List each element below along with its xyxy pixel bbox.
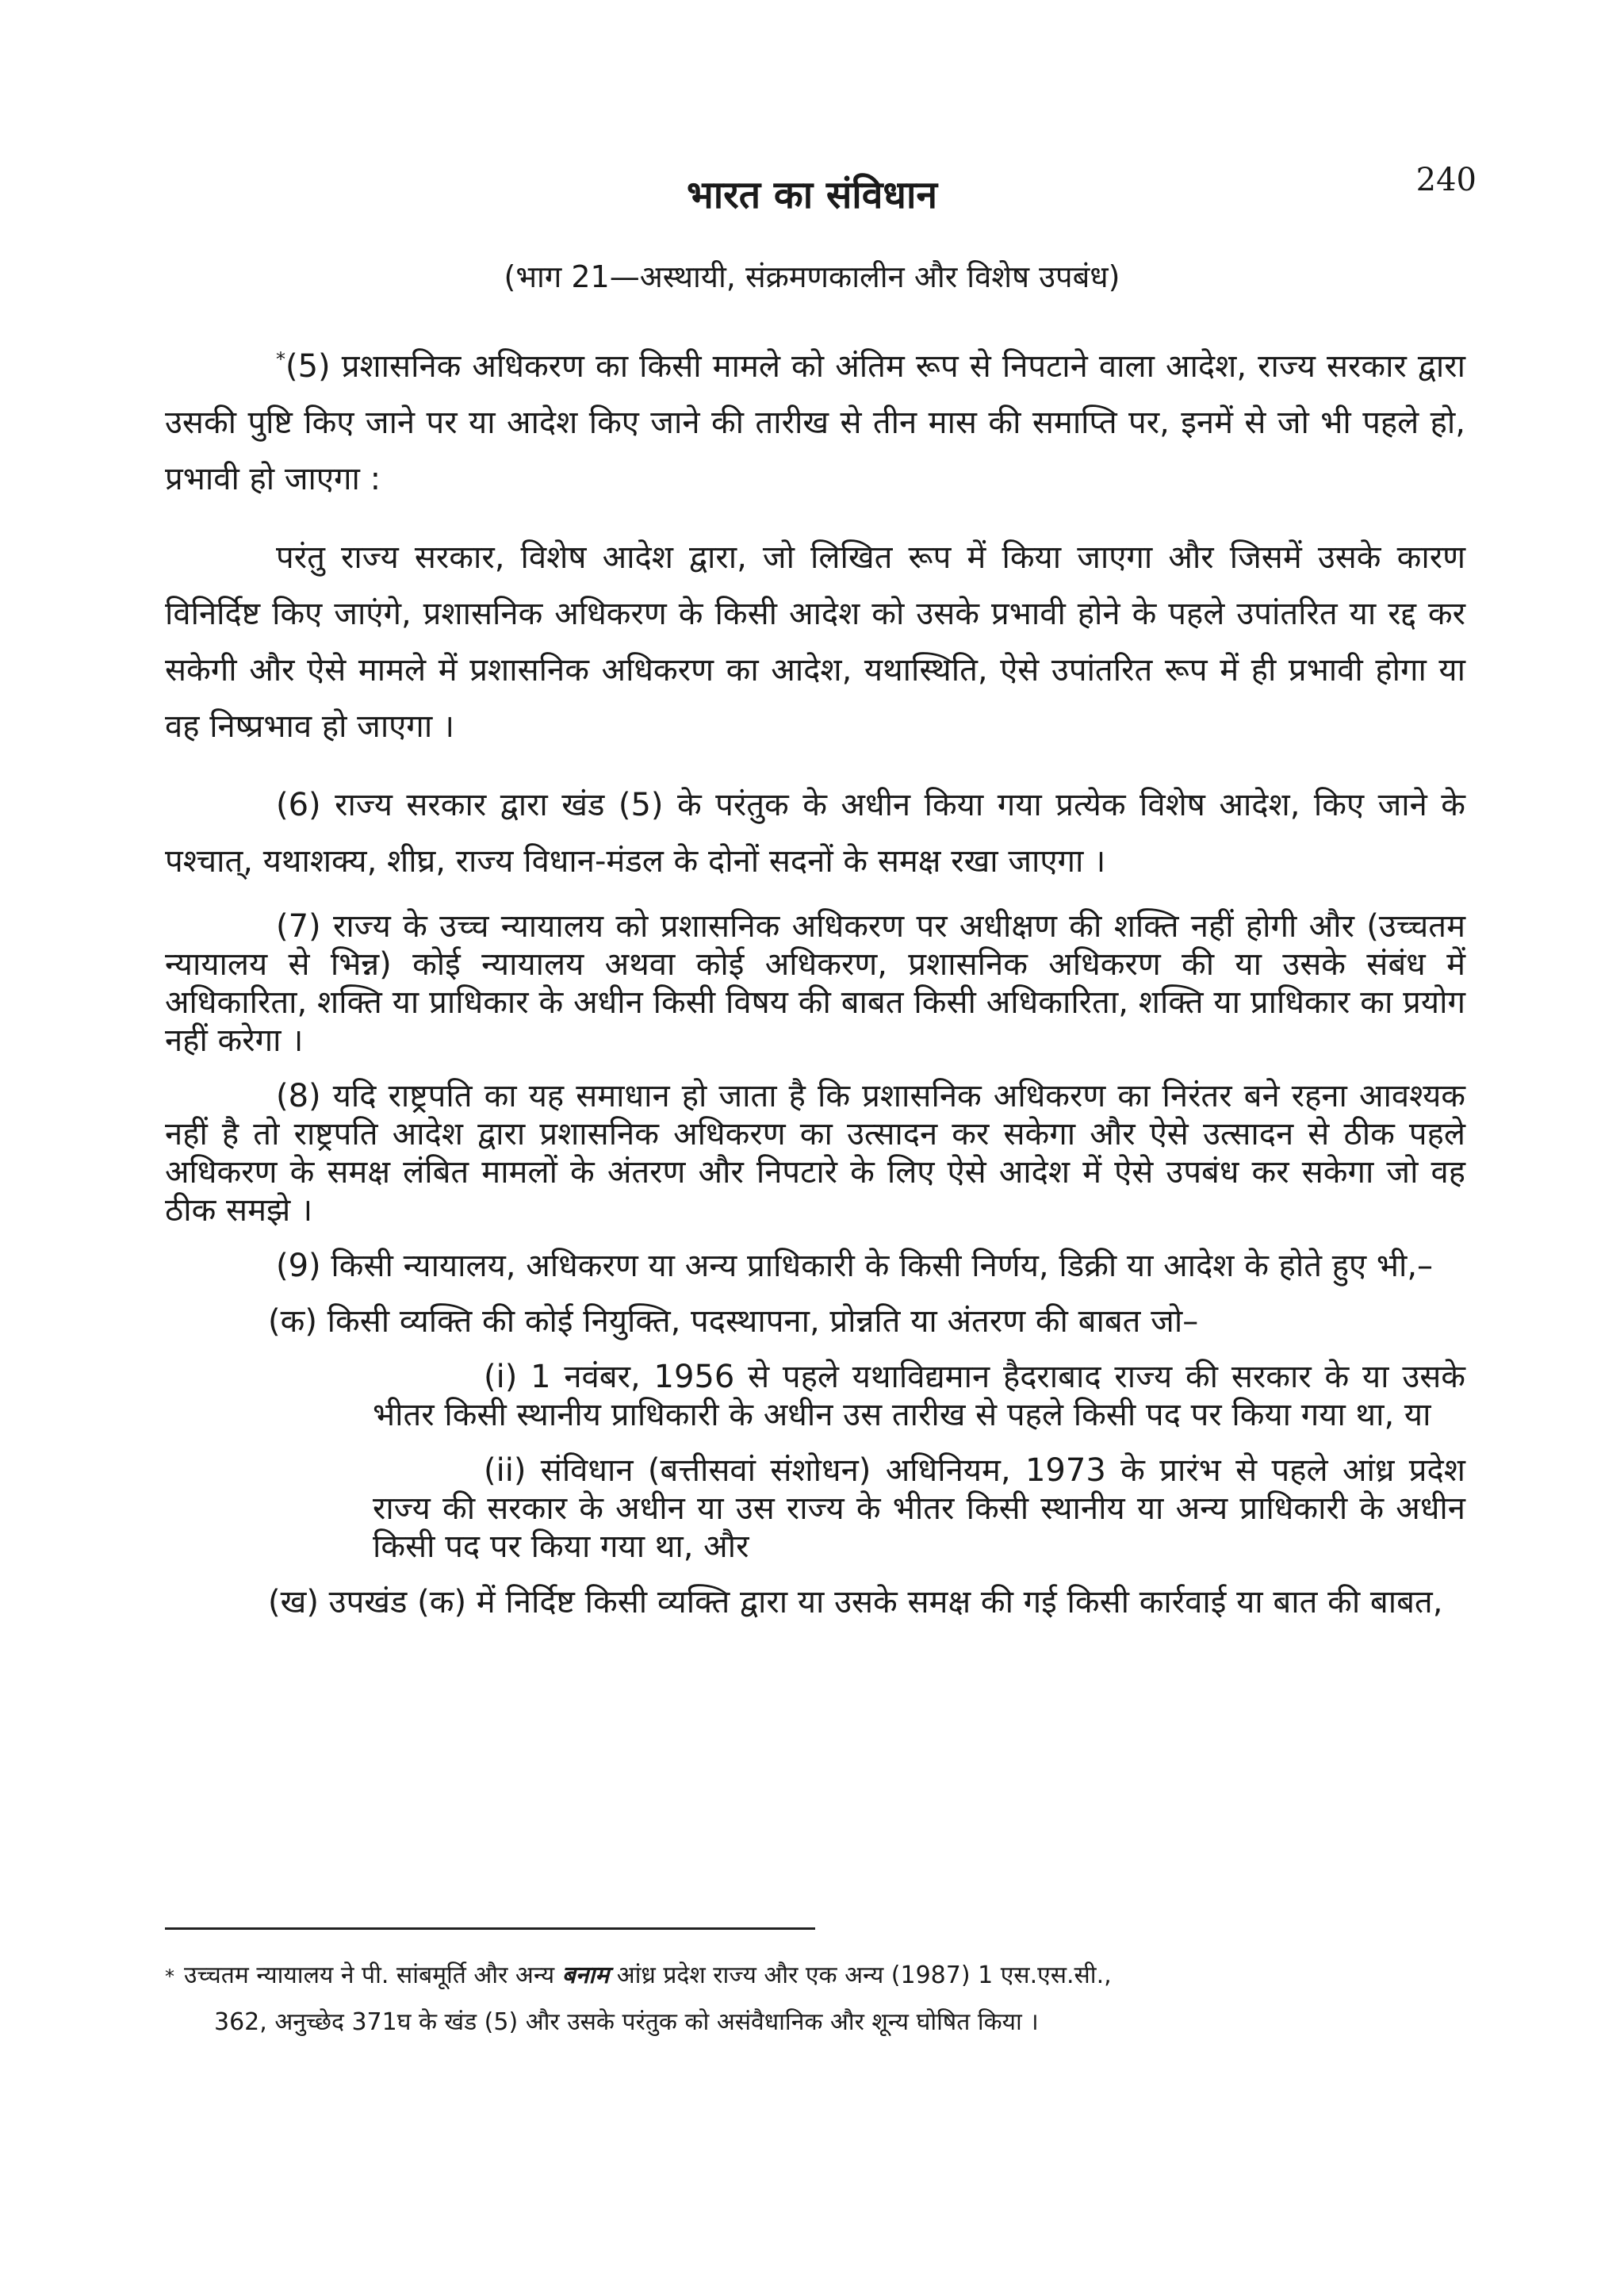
footnote (165, 1953, 1473, 2046)
footnote-emphasis: बनाम (561, 1961, 610, 1989)
clause-7: (7) राज्य के उच्च न्यायालय को प्रशासनिक अधिकरण पर अधीक्षण की शक्ति नहीं होगी और (उच्चतम न्यायालय से भिन्न) कोई न्यायालय अथवा कोई अधिकरण, प्रशासनिक अधिकरण की या उसके संबंध में अधिकारिता, शक्ति या प्राधिकार के अधीन किसी विषय की बाबत किसी अधिकारिता, शक्ति या प्राधिकार का प्रयोग नहीं करेगा । (165, 908, 1465, 1059)
footnote-text-start: उच्चतम न्यायालय ने पी. सांबमूर्ति और अन्य (184, 1961, 555, 1989)
sub-clause-ka: (क) किसी व्यक्ति की कोई नियुक्ति, पदस्थापना, प्रोन्नति या अंतरण की बाबत जो– (268, 1303, 1199, 1340)
page-number: 240 (1415, 162, 1477, 198)
clause-5-text: (5) प्रशासनिक अधिकरण का किसी मामले को अंतिम रूप से निपटाने वाला आदेश, राज्य सरकार द्वारा उसकी पुष्टि किए जाने पर या आदेश किए जाने की तारीख से तीन मास की समाप्ति पर, इनमें से जो भी पहले हो, प्रभावी हो जाएगा : (165, 348, 1465, 497)
footnote-marker: * (276, 348, 285, 370)
page-title: भारत का संविधान (686, 173, 938, 217)
clause-6: (6) राज्य सरकार द्वारा खंड (5) के परंतुक के अधीन किया गया प्रत्येक विशेष आदेश, किए जाने के पश्चात्, यथाशक्य, शीघ्र, राज्य विधान-मंडल के दोनों सदनों के समक्ष रखा जाएगा । (165, 787, 1465, 880)
footnote-line-2: 362, अनुच्छेद 371घ के खंड (5) और उसके परंतुक को असंवैधानिक और शून्य घोषित किया । (214, 2008, 1039, 2036)
footnote-divider (165, 1927, 815, 1930)
clause-9: (9) किसी न्यायालय, अधिकरण या अन्य प्राधिकारी के किसी निर्णय, डिक्री या आदेश के होते हुए भी,– (276, 1248, 1434, 1284)
proviso: परंतु राज्य सरकार, विशेष आदेश द्वारा, जो लिखित रूप में किया जाएगा और जिसमें उसके कारण विनिर्दिष्ट किए जाएंगे, प्रशासनिक अधिकरण के किसी आदेश को उसके प्रभावी होने के पहले उपांतरित या रद्द कर सकेगी और ऐसे मामले में प्रशासनिक अधिकरण का आदेश, यथास्थिति, ऐसे उपांतरित रूप में ही प्रभावी होगा या वह निष्प्रभाव हो जाएगा । (165, 539, 1465, 745)
clause-8: (8) यदि राष्ट्रपति का यह समाधान हो जाता है कि प्रशासनिक अधिकरण का निरंतर बने रहना आवश्यक नहीं है तो राष्ट्रपति आदेश द्वारा प्रशासनिक अधिकरण का उत्सादन कर सकेगा और ऐसे उत्सादन से ठीक पहले अधिकरण के समक्ष लंबित मामलों के अंतरण और निपटारे के लिए ऐसे आदेश में ऐसे उपबंध कर सकेगा जो वह ठीक समझे । (165, 1078, 1465, 1229)
footnote-text-end: आंध्र प्रदेश राज्य और एक अन्य (1987) 1 एस.एस.सी., (616, 1961, 1112, 1989)
item-i: (i) 1 नवंबर, 1956 से पहले यथाविद्यमान हैदराबाद राज्य की सरकार के या उसके भीतर किसी स्थानीय प्राधिकारी के अधीन उस तारीख से पहले किसी पद पर किया गया था, या (373, 1359, 1465, 1433)
sub-clause-kha: (ख) उपखंड (क) में निर्दिष्ट किसी व्यक्ति द्वारा या उसके समक्ष की गई किसी कार्रवाई या बात की बाबत, (268, 1584, 1443, 1620)
footnote-marker: * (165, 1965, 174, 1988)
item-ii: (ii) संविधान (बत्तीसवां संशोधन) अधिनियम, 1973 के प्रारंभ से पहले आंध्र प्रदेश राज्य की सरकार के अधीन या उस राज्य के भीतर किसी स्थानीय या अन्य प्राधिकारी के अधीन किसी पद पर किया गया था, और (373, 1452, 1465, 1565)
document-body (165, 332, 1465, 1621)
part-subtitle: (भाग 21—अस्थायी, संक्रमणकालीन और विशेष उपबंध) (504, 259, 1120, 294)
clause-5 (165, 332, 1465, 508)
